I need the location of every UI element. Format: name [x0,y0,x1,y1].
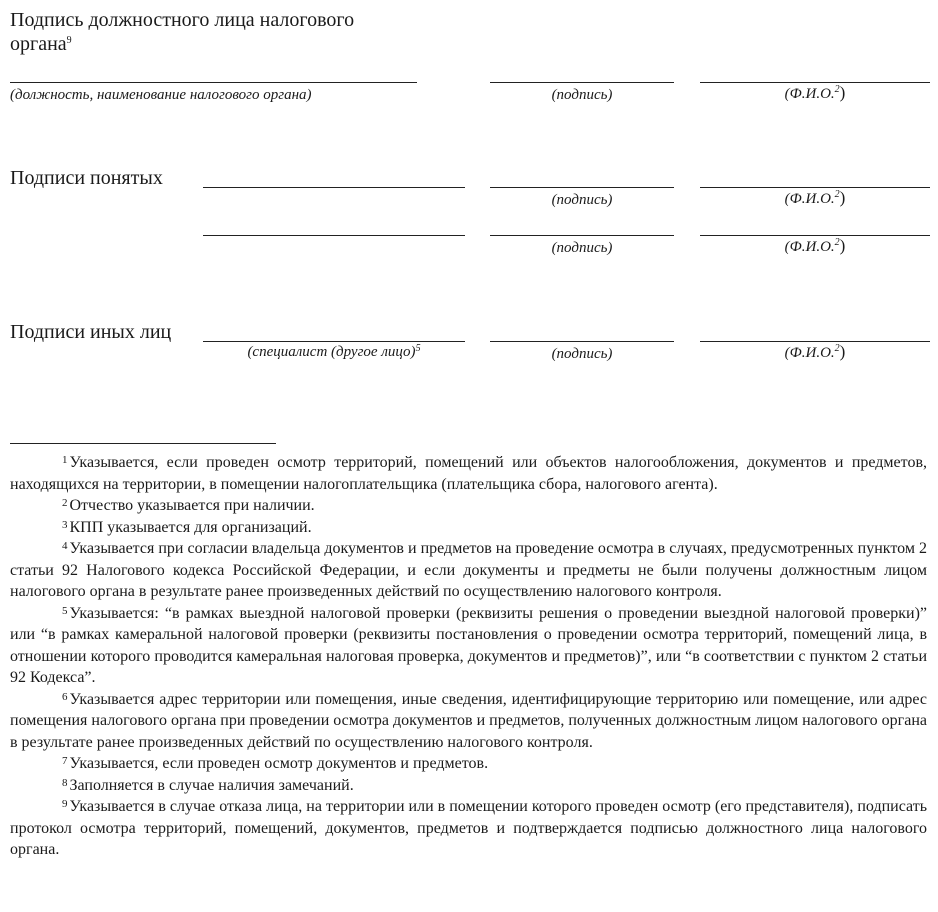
footnote-5: $^5$ Указывается: “в рамках выездной налоговой проверки (реквизиты решения о проведении выездной налоговой проверки)” или “в рамках камеральной налоговой проверки (реквизиты постановления о проведении осмотра территорий, помещений лица, в отношении которого проводится камеральная налоговая проверка, документов и предметов)”, или “в соответствии с пунктом 2 статьи 92 Кодекса”. [10,604,927,686]
official-title-note: 9 [66,35,72,46]
witness2-name-caption: (Ф.И.О.$^2$) [784,236,846,255]
footnote-1: $^1$ Указывается, если проведен осмотр территорий, помещений или объектов налогообложения, документов и предметов, находящихся на территории, в помещении налогоплательщика (плательщика сбора, налогового агента). [10,454,927,493]
witness1-name-line[interactable] [700,187,930,188]
others-signature-caption: (подпись) [551,346,613,362]
others-name-caption: (Ф.И.О.$^2$) [784,342,846,361]
witnesses-title: Подписи понятых [10,167,163,189]
footnote-4: $^4$ Указывается при согласии владельца документов и предметов на проведение осмотра в случаях, предусмотренных пунктом 2 статьи 92 Налогового кодекса Российской Федерации, и если документы и предметы не были получены должностным лицом налогового органа в результате ранее произведенных действий по осуществлению налогового контроля. [10,540,927,600]
witness2-signature-line-2[interactable] [490,235,674,236]
official-signature-title [10,8,354,56]
witness1-name-caption: (Ф.И.О.$^2$) [784,188,846,207]
others-role-caption: (специалист (другое лицо)$^5$ [247,343,421,360]
footnote-9: $^9$ Указывается в случае отказа лица, на территории или в помещении которого проведен осмотр (его представителя), подписать протокол осмотра территорий, помещений, документов, предметов и подтверждается подписью должностного лица налогового органа. [10,798,927,858]
footnote-6: $^6$ Указывается адрес территории или помещения, иные сведения, идентифицирующие территорию или помещение, или адрес помещения налогового органа при проведении осмотра документов и предметов, полученных должностным лицом налогового органа в результате ранее произведенных действий по осуществлению налогового контроля. [10,690,927,751]
witness1-signature-line-2[interactable] [490,187,674,188]
official-title-line2: органа [10,33,67,55]
others-title: Подписи иных лиц [10,321,172,343]
witness1-signature-caption: (подпись) [551,192,613,208]
official-position-line[interactable] [10,82,417,83]
others-signature-line[interactable] [490,341,674,342]
official-title-line1: Подпись должностного лица налогового [10,9,355,31]
footnotes [10,452,927,861]
official-name-line[interactable] [700,82,930,83]
footnote-2: $^2$ Отчество указывается при наличии. [62,497,315,514]
footnote-separator [10,443,276,444]
footnote-7: $^7$ Указывается, если проведен осмотр документов и предметов. [62,755,489,772]
official-signature-line[interactable] [490,82,674,83]
official-signature-caption: (подпись) [551,87,613,103]
official-position-caption: (должность, наименование налогового органа) [10,87,312,103]
others-name-line[interactable] [700,341,930,342]
footnote-3: $^3$ КПП указывается для организаций. [62,518,312,536]
witness2-signature-line[interactable] [203,235,465,236]
others-role-line[interactable] [203,341,465,342]
witness2-name-line[interactable] [700,235,930,236]
footnote-8: $^8$ Заполняется в случае наличия замечаний. [62,776,354,794]
witness1-signature-line[interactable] [203,187,465,188]
official-name-caption: (Ф.И.О.$^2$) [784,83,846,102]
witness2-signature-caption: (подпись) [551,240,613,256]
